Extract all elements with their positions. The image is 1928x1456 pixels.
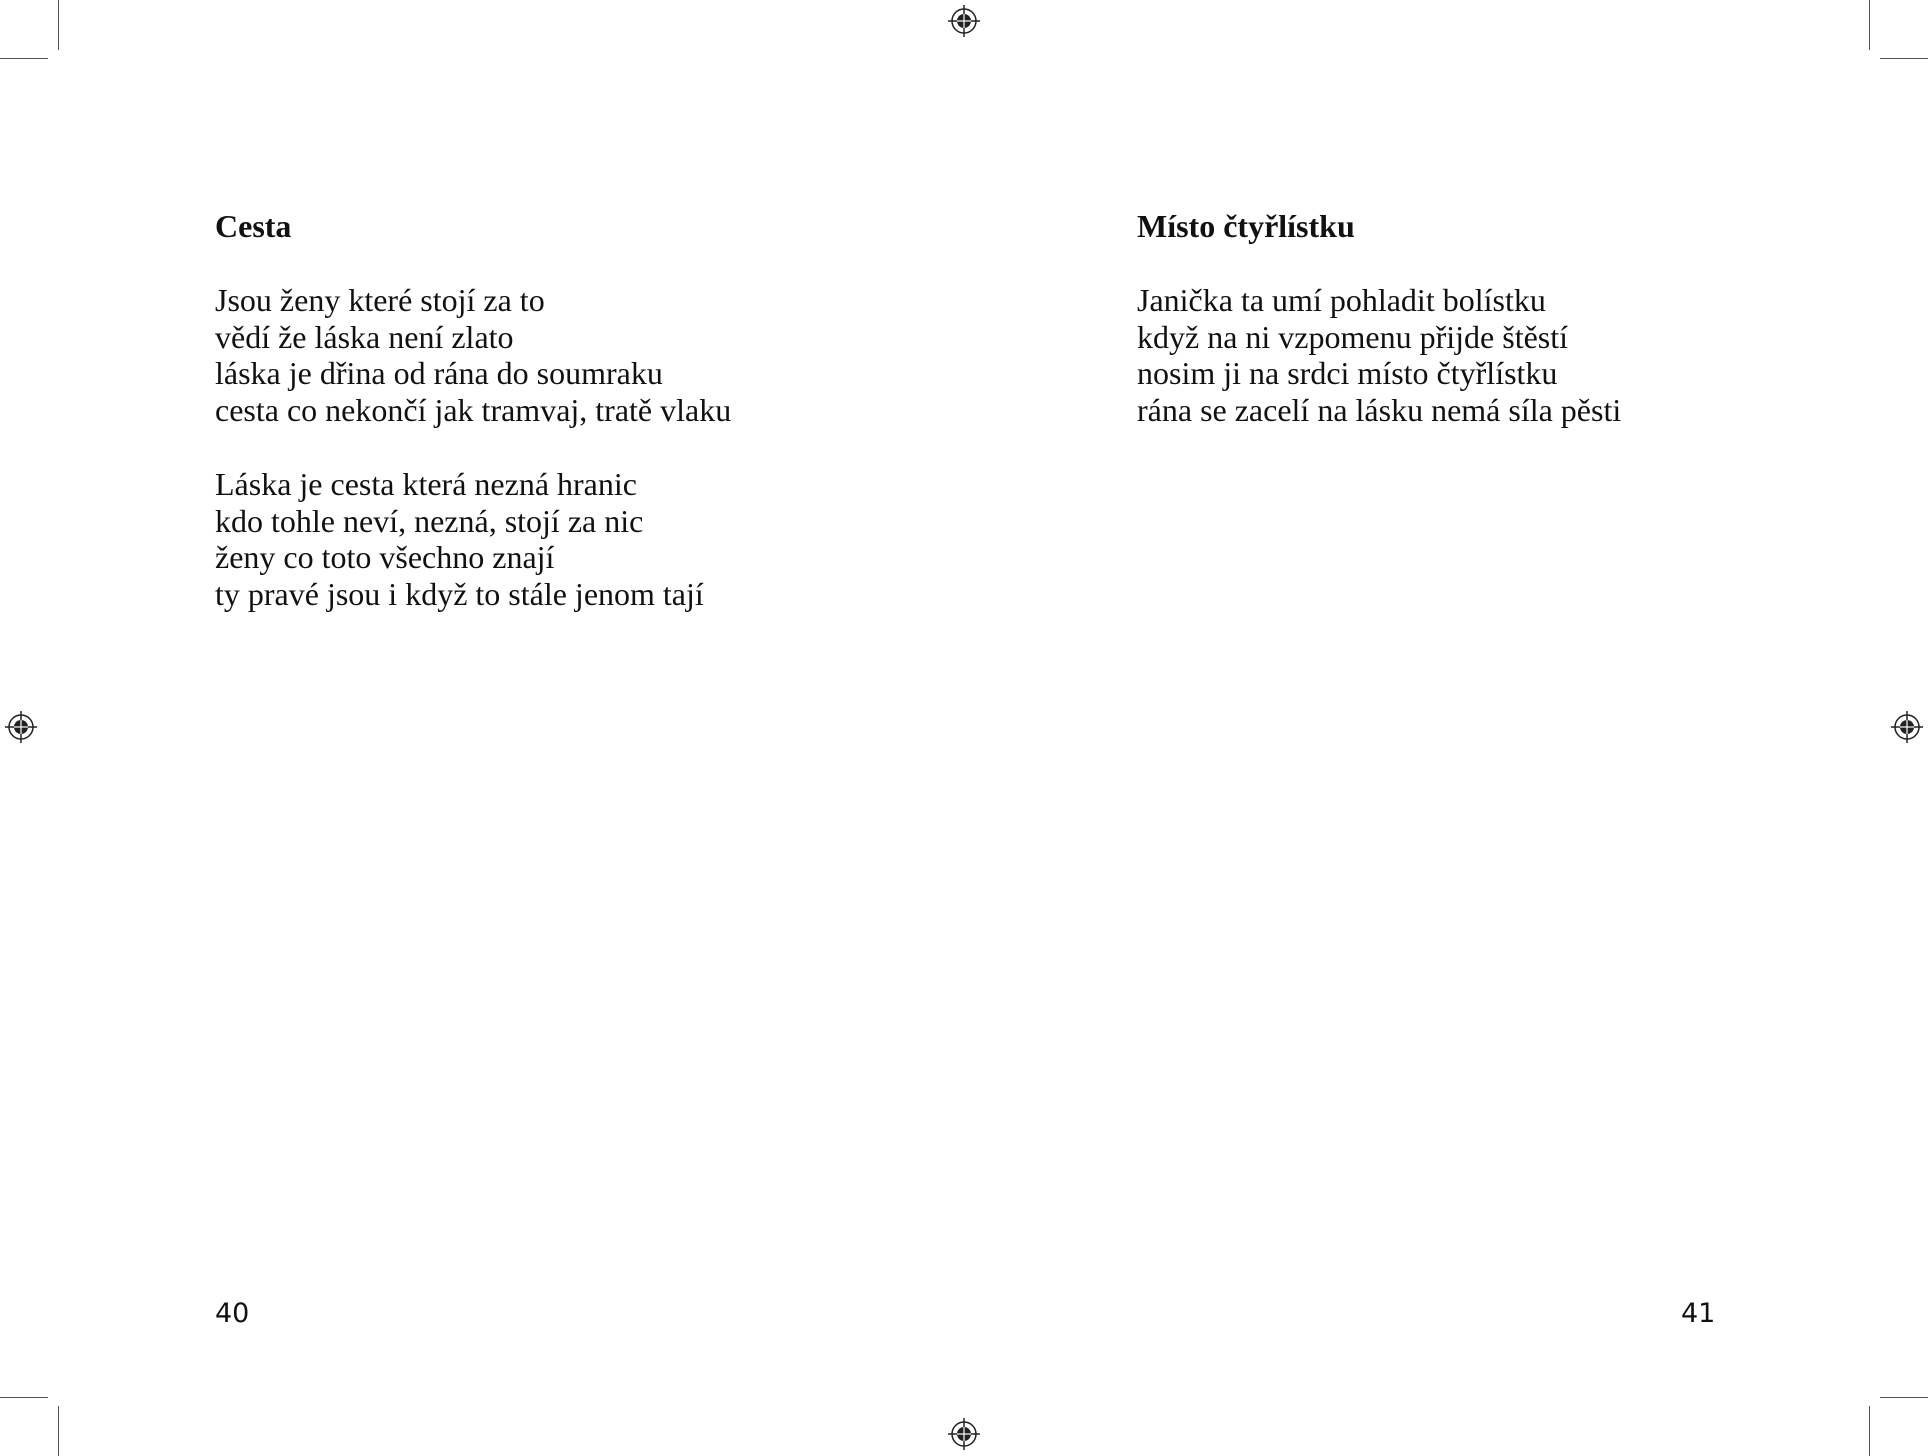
- right-page: [964, 0, 1928, 1456]
- poem-line: cesta co nekončí jak tramvaj, tratě vlaku: [215, 392, 732, 429]
- registration-target-icon: [4, 710, 38, 744]
- poem-line: ty pravé jsou i když to stále jenom tají: [215, 576, 704, 613]
- poem-line: Láska je cesta která nezná hranic: [215, 465, 637, 502]
- poem-line: Jsou ženy které stojí za to: [215, 281, 545, 318]
- registration-target-icon: [947, 1417, 981, 1451]
- poem-line: vědí že láska není zlato: [215, 318, 514, 355]
- crop-mark-icon: [1869, 1406, 1870, 1456]
- crop-mark-icon: [1880, 1397, 1928, 1398]
- poem-title: Místo čtyřlístku: [1137, 208, 1355, 244]
- page-number: 40: [215, 1298, 250, 1329]
- poem-cesta: [215, 208, 731, 650]
- registration-target-icon: [1890, 710, 1924, 744]
- poem-line: když na ni vzpomenu přijde štěstí: [1137, 318, 1569, 355]
- poem-line: rána se zacelí na lásku nemá síla pěsti: [1137, 392, 1622, 429]
- poem-line: láska je dřina od rána do soumraku: [215, 355, 663, 392]
- crop-mark-icon: [58, 0, 59, 50]
- poem-title: Cesta: [215, 208, 292, 244]
- poem-line: kdo tohle neví, nezná, stojí za nic: [215, 502, 644, 539]
- poem-misto-ctyrlistku: [1137, 208, 1621, 466]
- poem-line: Janička ta umí pohladit bolístku: [1137, 281, 1546, 318]
- poem-line: nosim ji na srdci místo čtyřlístku: [1137, 355, 1558, 392]
- crop-mark-icon: [0, 1397, 48, 1398]
- crop-mark-icon: [0, 58, 48, 59]
- stanza: [215, 466, 731, 613]
- crop-mark-icon: [58, 1406, 59, 1456]
- crop-mark-icon: [1869, 0, 1870, 50]
- stanza: [215, 282, 731, 429]
- crop-mark-icon: [1880, 58, 1928, 59]
- page-number: 41: [1681, 1298, 1716, 1329]
- registration-target-icon: [947, 4, 981, 38]
- stanza: [1137, 282, 1621, 429]
- poem-line: ženy co toto všechno znají: [215, 539, 555, 576]
